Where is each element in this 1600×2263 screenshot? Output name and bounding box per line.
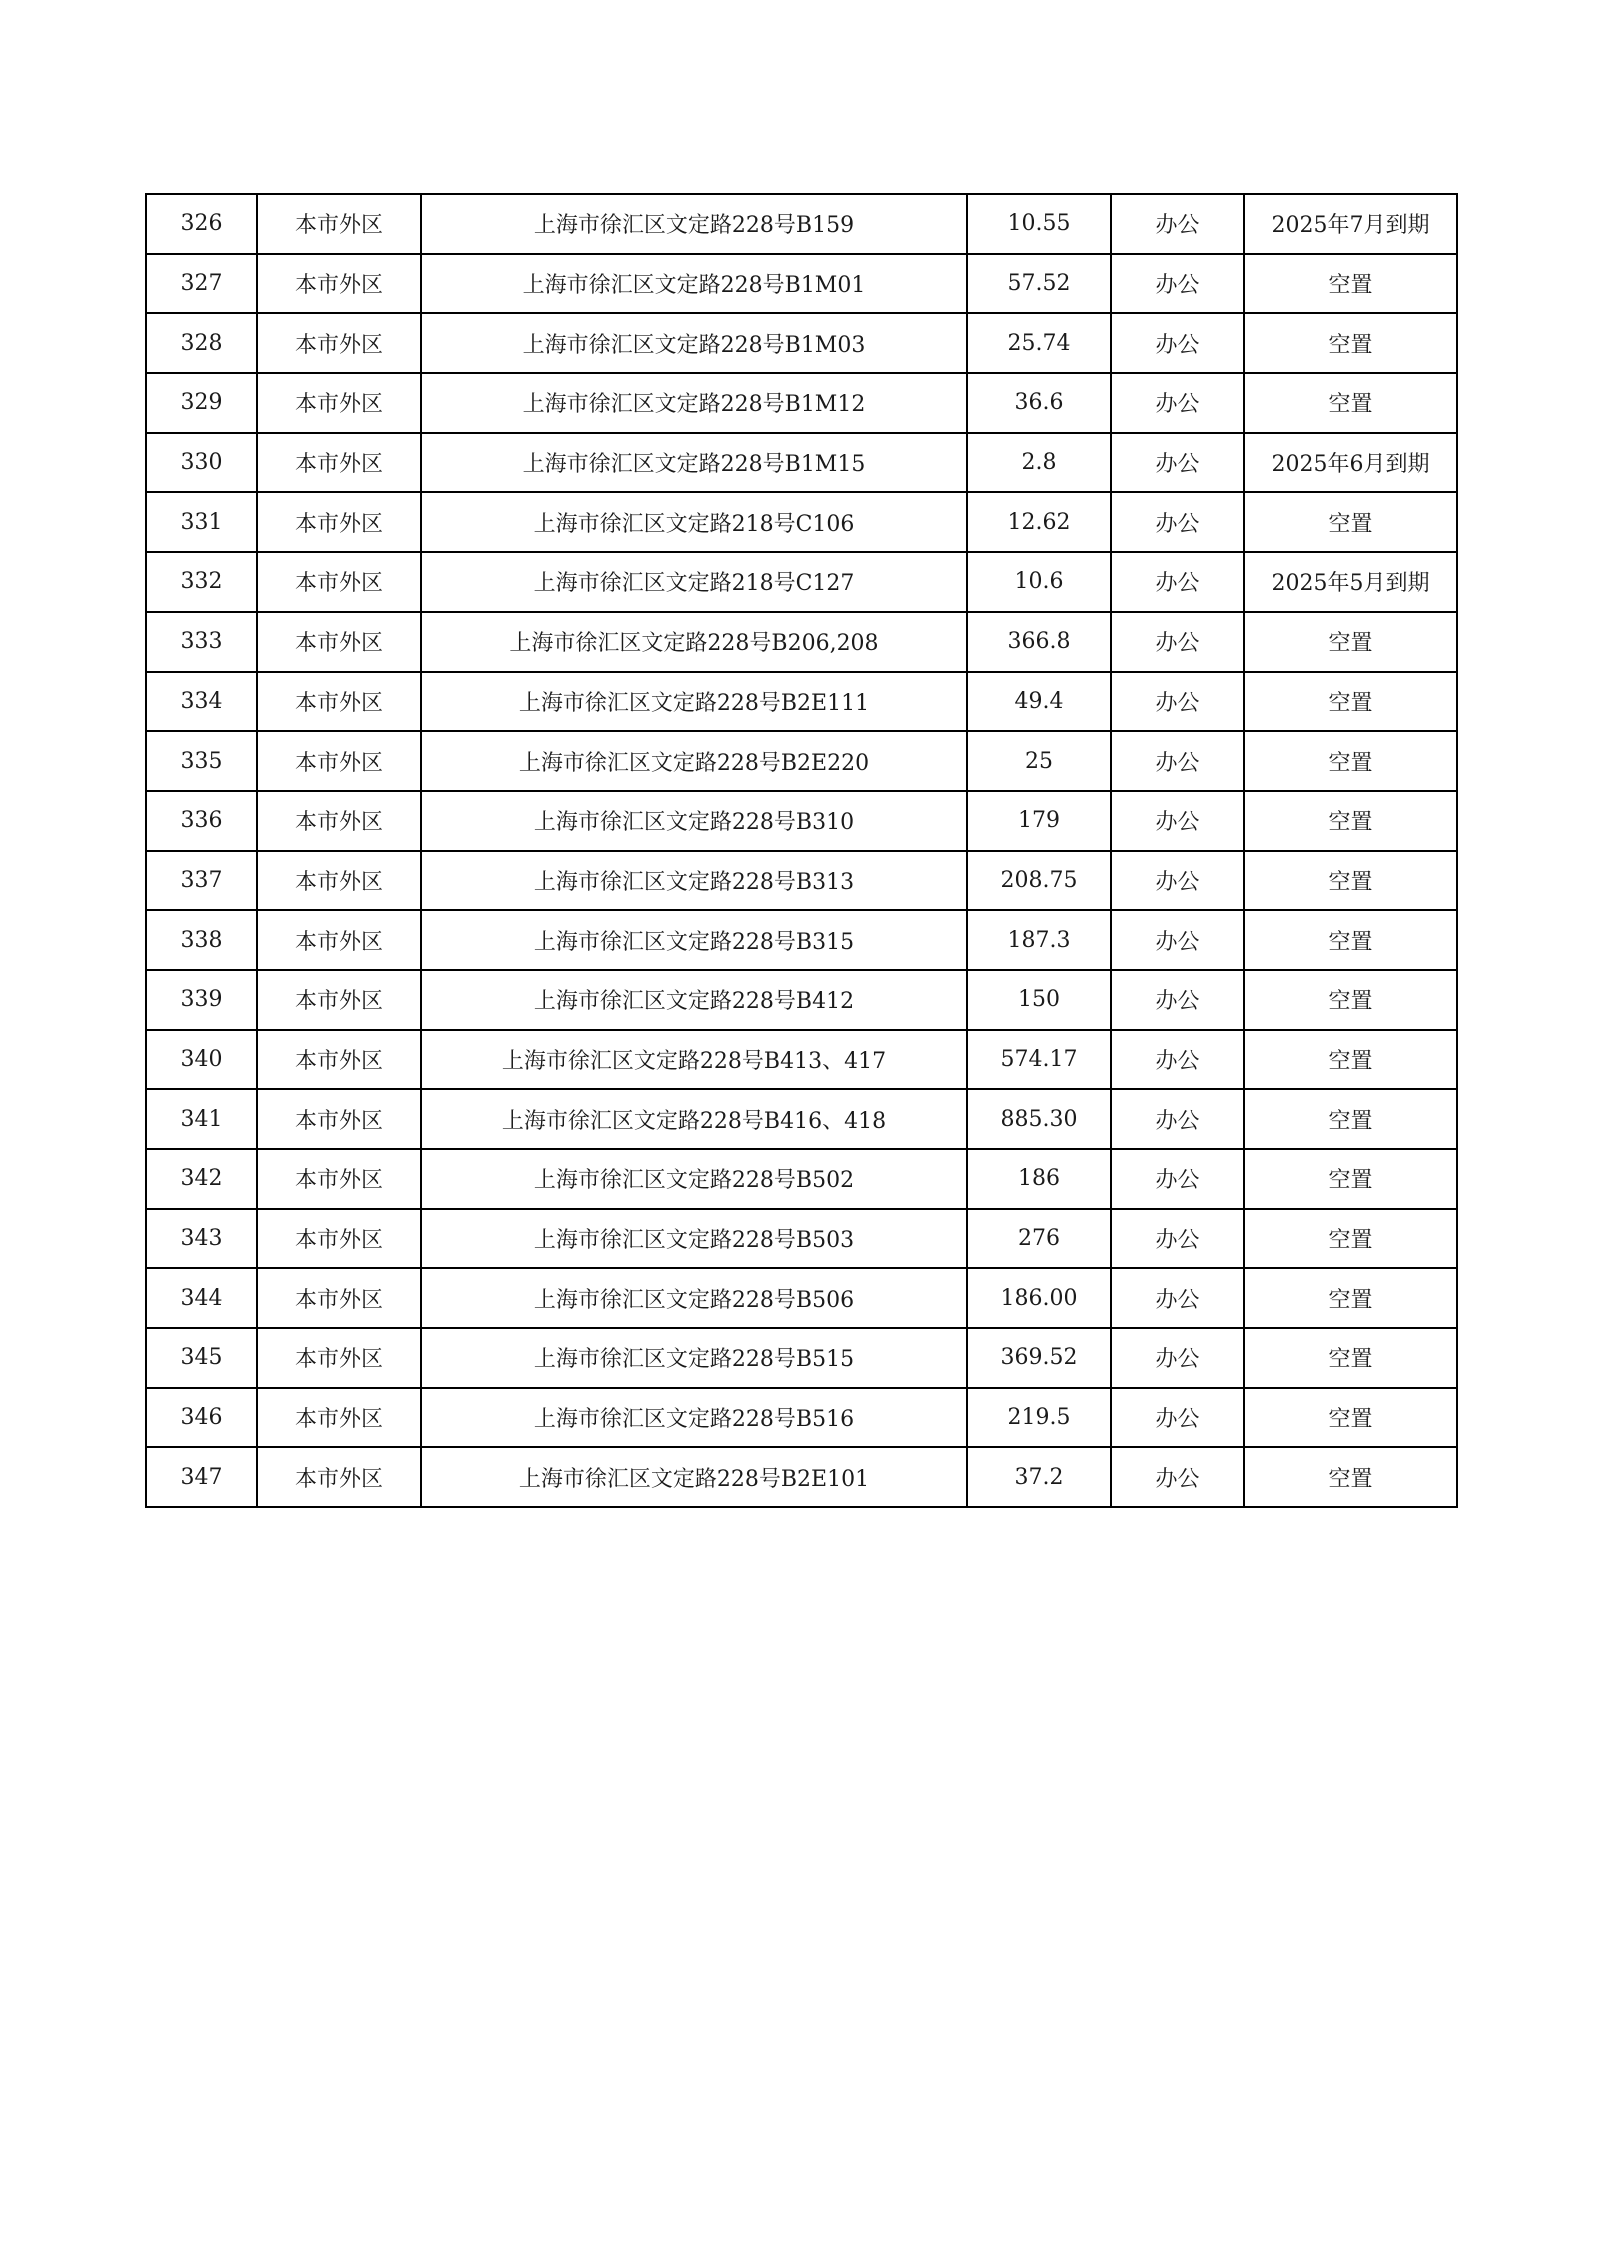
row-number-cell: 326 bbox=[146, 194, 257, 254]
table-row bbox=[146, 373, 1457, 433]
area-cell: 179 bbox=[967, 791, 1111, 851]
area-cell: 276 bbox=[967, 1209, 1111, 1269]
address-cell: 上海市徐汇区文定路228号B503 bbox=[421, 1209, 967, 1269]
status-cell: 空置 bbox=[1244, 254, 1457, 314]
area-cell: 208.75 bbox=[967, 851, 1111, 911]
area-cell: 36.6 bbox=[967, 373, 1111, 433]
status-cell: 2025年5月到期 bbox=[1244, 552, 1457, 612]
area-cell: 49.4 bbox=[967, 672, 1111, 732]
table-row bbox=[146, 1089, 1457, 1149]
row-number-cell: 328 bbox=[146, 313, 257, 373]
table-row bbox=[146, 1328, 1457, 1388]
area-cell: 574.17 bbox=[967, 1030, 1111, 1090]
address-cell: 上海市徐汇区文定路218号C106 bbox=[421, 492, 967, 552]
area-cell: 187.3 bbox=[967, 910, 1111, 970]
row-number-cell: 335 bbox=[146, 731, 257, 791]
table-row bbox=[146, 194, 1457, 254]
row-number-cell: 333 bbox=[146, 612, 257, 672]
row-number-cell: 343 bbox=[146, 1209, 257, 1269]
area-cell: 150 bbox=[967, 970, 1111, 1030]
usage-cell: 办公 bbox=[1111, 1447, 1244, 1507]
table-row bbox=[146, 1030, 1457, 1090]
status-cell: 空置 bbox=[1244, 1209, 1457, 1269]
status-cell: 空置 bbox=[1244, 1447, 1457, 1507]
district-cell: 本市外区 bbox=[257, 1388, 421, 1448]
table-row bbox=[146, 791, 1457, 851]
area-cell: 25.74 bbox=[967, 313, 1111, 373]
status-cell: 空置 bbox=[1244, 373, 1457, 433]
address-cell: 上海市徐汇区文定路228号B2E220 bbox=[421, 731, 967, 791]
table-row bbox=[146, 672, 1457, 732]
district-cell: 本市外区 bbox=[257, 1268, 421, 1328]
status-cell: 空置 bbox=[1244, 1149, 1457, 1209]
district-cell: 本市外区 bbox=[257, 1209, 421, 1269]
address-cell: 上海市徐汇区文定路228号B1M01 bbox=[421, 254, 967, 314]
district-cell: 本市外区 bbox=[257, 492, 421, 552]
district-cell: 本市外区 bbox=[257, 791, 421, 851]
table-row bbox=[146, 313, 1457, 373]
table-row bbox=[146, 1268, 1457, 1328]
row-number-cell: 344 bbox=[146, 1268, 257, 1328]
row-number-cell: 329 bbox=[146, 373, 257, 433]
status-cell: 空置 bbox=[1244, 1089, 1457, 1149]
usage-cell: 办公 bbox=[1111, 1268, 1244, 1328]
district-cell: 本市外区 bbox=[257, 970, 421, 1030]
district-cell: 本市外区 bbox=[257, 433, 421, 493]
area-cell: 186.00 bbox=[967, 1268, 1111, 1328]
row-number-cell: 345 bbox=[146, 1328, 257, 1388]
status-cell: 空置 bbox=[1244, 1030, 1457, 1090]
usage-cell: 办公 bbox=[1111, 1328, 1244, 1388]
district-cell: 本市外区 bbox=[257, 1447, 421, 1507]
row-number-cell: 347 bbox=[146, 1447, 257, 1507]
row-number-cell: 334 bbox=[146, 672, 257, 732]
address-cell: 上海市徐汇区文定路228号B313 bbox=[421, 851, 967, 911]
area-cell: 369.52 bbox=[967, 1328, 1111, 1388]
address-cell: 上海市徐汇区文定路228号B2E101 bbox=[421, 1447, 967, 1507]
usage-cell: 办公 bbox=[1111, 731, 1244, 791]
row-number-cell: 339 bbox=[146, 970, 257, 1030]
usage-cell: 办公 bbox=[1111, 1030, 1244, 1090]
usage-cell: 办公 bbox=[1111, 791, 1244, 851]
address-cell: 上海市徐汇区文定路218号C127 bbox=[421, 552, 967, 612]
address-cell: 上海市徐汇区文定路228号B516 bbox=[421, 1388, 967, 1448]
table-row bbox=[146, 970, 1457, 1030]
status-cell: 空置 bbox=[1244, 910, 1457, 970]
area-cell: 37.2 bbox=[967, 1447, 1111, 1507]
usage-cell: 办公 bbox=[1111, 254, 1244, 314]
row-number-cell: 346 bbox=[146, 1388, 257, 1448]
status-cell: 2025年7月到期 bbox=[1244, 194, 1457, 254]
address-cell: 上海市徐汇区文定路228号B2E111 bbox=[421, 672, 967, 732]
address-cell: 上海市徐汇区文定路228号B416、418 bbox=[421, 1089, 967, 1149]
row-number-cell: 332 bbox=[146, 552, 257, 612]
address-cell: 上海市徐汇区文定路228号B412 bbox=[421, 970, 967, 1030]
status-cell: 空置 bbox=[1244, 851, 1457, 911]
district-cell: 本市外区 bbox=[257, 313, 421, 373]
area-cell: 25 bbox=[967, 731, 1111, 791]
usage-cell: 办公 bbox=[1111, 433, 1244, 493]
address-cell: 上海市徐汇区文定路228号B1M15 bbox=[421, 433, 967, 493]
district-cell: 本市外区 bbox=[257, 1328, 421, 1388]
status-cell: 空置 bbox=[1244, 1328, 1457, 1388]
row-number-cell: 331 bbox=[146, 492, 257, 552]
table-row bbox=[146, 1149, 1457, 1209]
row-number-cell: 336 bbox=[146, 791, 257, 851]
status-cell: 空置 bbox=[1244, 672, 1457, 732]
usage-cell: 办公 bbox=[1111, 194, 1244, 254]
area-cell: 57.52 bbox=[967, 254, 1111, 314]
table-row bbox=[146, 1388, 1457, 1448]
address-cell: 上海市徐汇区文定路228号B413、417 bbox=[421, 1030, 967, 1090]
status-cell: 空置 bbox=[1244, 970, 1457, 1030]
usage-cell: 办公 bbox=[1111, 1149, 1244, 1209]
area-cell: 12.62 bbox=[967, 492, 1111, 552]
row-number-cell: 330 bbox=[146, 433, 257, 493]
table-row bbox=[146, 433, 1457, 493]
area-cell: 219.5 bbox=[967, 1388, 1111, 1448]
area-cell: 366.8 bbox=[967, 612, 1111, 672]
district-cell: 本市外区 bbox=[257, 254, 421, 314]
usage-cell: 办公 bbox=[1111, 313, 1244, 373]
table-row bbox=[146, 1209, 1457, 1269]
property-table bbox=[145, 193, 1458, 1508]
area-cell: 10.55 bbox=[967, 194, 1111, 254]
district-cell: 本市外区 bbox=[257, 910, 421, 970]
row-number-cell: 338 bbox=[146, 910, 257, 970]
usage-cell: 办公 bbox=[1111, 612, 1244, 672]
district-cell: 本市外区 bbox=[257, 373, 421, 433]
usage-cell: 办公 bbox=[1111, 1388, 1244, 1448]
district-cell: 本市外区 bbox=[257, 851, 421, 911]
usage-cell: 办公 bbox=[1111, 1089, 1244, 1149]
status-cell: 空置 bbox=[1244, 492, 1457, 552]
table-row bbox=[146, 1447, 1457, 1507]
address-cell: 上海市徐汇区文定路228号B206,208 bbox=[421, 612, 967, 672]
usage-cell: 办公 bbox=[1111, 970, 1244, 1030]
usage-cell: 办公 bbox=[1111, 851, 1244, 911]
usage-cell: 办公 bbox=[1111, 672, 1244, 732]
usage-cell: 办公 bbox=[1111, 492, 1244, 552]
status-cell: 空置 bbox=[1244, 1268, 1457, 1328]
usage-cell: 办公 bbox=[1111, 373, 1244, 433]
address-cell: 上海市徐汇区文定路228号B506 bbox=[421, 1268, 967, 1328]
table-row bbox=[146, 552, 1457, 612]
table-row bbox=[146, 910, 1457, 970]
address-cell: 上海市徐汇区文定路228号B1M03 bbox=[421, 313, 967, 373]
district-cell: 本市外区 bbox=[257, 1149, 421, 1209]
district-cell: 本市外区 bbox=[257, 1089, 421, 1149]
area-cell: 186 bbox=[967, 1149, 1111, 1209]
usage-cell: 办公 bbox=[1111, 910, 1244, 970]
property-table-body bbox=[146, 194, 1457, 1507]
address-cell: 上海市徐汇区文定路228号B159 bbox=[421, 194, 967, 254]
row-number-cell: 327 bbox=[146, 254, 257, 314]
address-cell: 上海市徐汇区文定路228号B310 bbox=[421, 791, 967, 851]
district-cell: 本市外区 bbox=[257, 194, 421, 254]
usage-cell: 办公 bbox=[1111, 1209, 1244, 1269]
table-row bbox=[146, 851, 1457, 911]
status-cell: 空置 bbox=[1244, 612, 1457, 672]
row-number-cell: 340 bbox=[146, 1030, 257, 1090]
status-cell: 空置 bbox=[1244, 1388, 1457, 1448]
address-cell: 上海市徐汇区文定路228号B315 bbox=[421, 910, 967, 970]
district-cell: 本市外区 bbox=[257, 612, 421, 672]
address-cell: 上海市徐汇区文定路228号B1M12 bbox=[421, 373, 967, 433]
table-row bbox=[146, 612, 1457, 672]
district-cell: 本市外区 bbox=[257, 731, 421, 791]
status-cell: 2025年6月到期 bbox=[1244, 433, 1457, 493]
area-cell: 885.30 bbox=[967, 1089, 1111, 1149]
district-cell: 本市外区 bbox=[257, 672, 421, 732]
row-number-cell: 337 bbox=[146, 851, 257, 911]
usage-cell: 办公 bbox=[1111, 552, 1244, 612]
row-number-cell: 341 bbox=[146, 1089, 257, 1149]
status-cell: 空置 bbox=[1244, 731, 1457, 791]
district-cell: 本市外区 bbox=[257, 552, 421, 612]
district-cell: 本市外区 bbox=[257, 1030, 421, 1090]
address-cell: 上海市徐汇区文定路228号B515 bbox=[421, 1328, 967, 1388]
table-row bbox=[146, 731, 1457, 791]
address-cell: 上海市徐汇区文定路228号B502 bbox=[421, 1149, 967, 1209]
status-cell: 空置 bbox=[1244, 791, 1457, 851]
table-row bbox=[146, 254, 1457, 314]
status-cell: 空置 bbox=[1244, 313, 1457, 373]
row-number-cell: 342 bbox=[146, 1149, 257, 1209]
area-cell: 10.6 bbox=[967, 552, 1111, 612]
area-cell: 2.8 bbox=[967, 433, 1111, 493]
table-row bbox=[146, 492, 1457, 552]
